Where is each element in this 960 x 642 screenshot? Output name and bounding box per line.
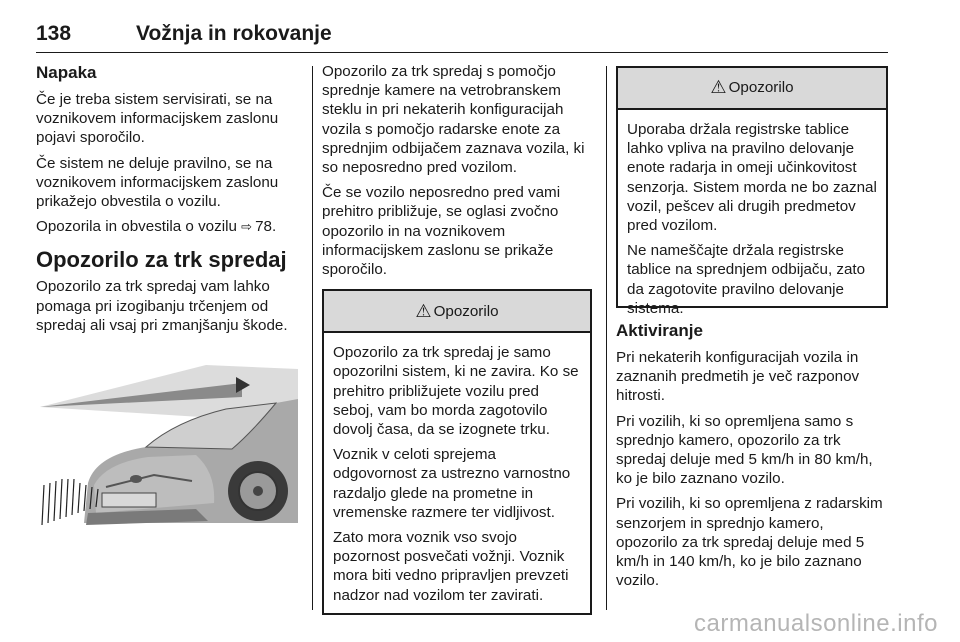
paragraph: Pri vozilih, ki so opremljena z radarskim senzorjem in sprednjo kamero, opozorilo za trk spredaj deluje med 5 km/h in 140 km/h, ko je bilo zaznano vozilo. xyxy=(616,495,883,590)
warning-body xyxy=(618,110,886,328)
warning-paragraph: Voznik v celoti sprejema odgovornost za ustrezno varnostno razdaljo glede na prometne in vremenske razmere ter vidljivost. xyxy=(333,446,571,521)
chapter-title: Vožnja in rokovanje xyxy=(136,22,332,45)
section-title: Opozorilo za trk spredaj xyxy=(36,247,287,273)
paragraph: Pri nekaterih konfiguracijah vozila in zaznanih predmetih je več razponov hitrosti. xyxy=(616,349,860,405)
warning-header xyxy=(324,291,590,333)
paragraph: Pri vozilih, ki so opremljena samo s sprednjo kamero, opozorilo za trk spredaj deluje med 5 km/h in 80 km/h, ko je bilo zaznano vozilo. xyxy=(616,412,873,488)
warning-box xyxy=(616,66,888,317)
warning-paragraph: Opozorilo za trk spredaj je samo opozorilni sistem, ki ne zavira. Ko se prehitro približujete vozilu pred seboj, vam bo morda zagotovilo dovolj časa, da se izognete trku. xyxy=(333,344,579,439)
warning-box xyxy=(322,289,592,615)
page-number: 138 xyxy=(36,22,72,45)
warning-triangle-icon: ⚠ xyxy=(710,77,727,98)
paragraph: Če sistem ne deluje pravilno, se na voznikovem informacijskem zaslonu prikažejo obvestila o vozilu. xyxy=(36,154,279,211)
page-header xyxy=(36,22,888,53)
warning-header xyxy=(618,68,886,110)
reference-text: Opozorila in obvestila o vozilu xyxy=(36,218,237,236)
paragraph: Opozorilo za trk spredaj s pomočjo sprednje kamere na vetrobranskem steklu in pri nekaterih konfiguracijah vozila s pomočjo radarske enote za sprednjim odbijačem zaznava vozila, ki so neposredno pred vozilom. xyxy=(322,63,585,177)
column-divider xyxy=(606,66,607,610)
column-right xyxy=(616,66,888,596)
paragraph: Če se vozilo neposredno pred vami prehitro približuje, se oglasi zvočno opozorilo in na voznikovem informacijskem zaslonu se prikaže sporočilo. xyxy=(322,184,561,279)
column-middle xyxy=(322,62,592,615)
warning-title: Opozorilo xyxy=(433,302,499,320)
warning-title: Opozorilo xyxy=(728,79,794,97)
column-left xyxy=(36,62,302,533)
warning-paragraph: Zato mora voznik vso svojo pozornost posvečati vožnji. Voznik mora biti vedno pripravljen prevzeti nadzor nad vozilom ter zavirati. xyxy=(333,529,569,604)
column-divider xyxy=(312,66,313,610)
warning-paragraph: Ne nameščajte držala registrske tablice na sprednjem odbijaču, zato da zagotovite pravilno delovanje sistema. xyxy=(627,242,866,317)
watermark: carmanualsonline.info xyxy=(694,610,938,637)
page-reference-arrow-icon[interactable] xyxy=(241,218,276,235)
warning-paragraph: Uporaba držala registrske tablice lahko vpliva na pravilno delovanje enote radarja in omeji učinkovitost senzorja. Sistem morda ne bo zaznal vozil, pešcev ali drugih predmetov pred vozilom. xyxy=(627,121,877,235)
page-reference[interactable]: 78. xyxy=(255,218,277,236)
paragraph-with-reference xyxy=(36,217,302,236)
aktiviranje-heading: Aktiviranje xyxy=(616,321,703,340)
car-front-sensor-illustration xyxy=(36,363,298,533)
warning-triangle-icon: ⚠ xyxy=(415,300,432,321)
paragraph: Če je treba sistem servisirati, se na voznikovem informacijskem zaslonu pojavi sporočilo. xyxy=(36,91,279,147)
napaka-heading: Napaka xyxy=(36,63,97,82)
warning-body xyxy=(324,333,590,615)
paragraph: Opozorilo za trk spredaj vam lahko pomaga pri izogibanju trčenjem od spredaj ali vsaj pri zmanjšanju škode. xyxy=(36,278,288,334)
